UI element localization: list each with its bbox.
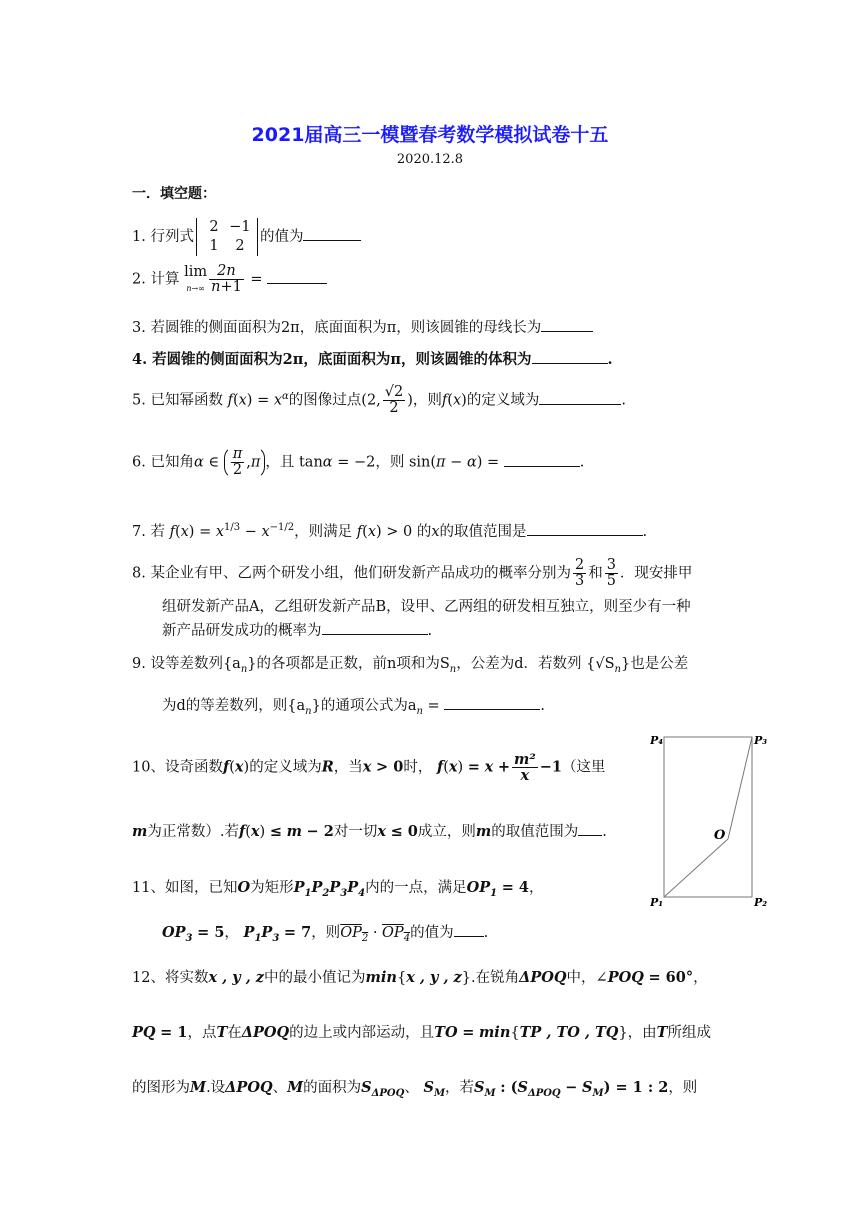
rectangle-outline (664, 737, 752, 897)
answer-blank (532, 349, 608, 364)
segment-o-p3 (728, 737, 752, 839)
determinant: 2 −1 1 2 (196, 218, 258, 256)
label-p4: P₄ (650, 734, 664, 747)
answer-blank (578, 821, 602, 836)
page-title: 2021届高三一模暨春考数学模拟试卷十五 (251, 124, 609, 146)
question-11-line-2: $OP_3 = 5$， $P_1P_3 = 7$，则$OP_2 \cdot OP_4$的值为 . (162, 924, 489, 944)
label-p1: P₁ (650, 896, 664, 909)
question-12-line-2: PQ = 1，点T在ΔPOQ的边上或内部运动，且TO = min{TP , TO , TQ}，由T所组成 (132, 1024, 711, 1041)
rectangle-figure (650, 728, 780, 910)
answer-blank (504, 452, 580, 467)
question-8-line-3: 新产品研发成功的概率为 . (162, 619, 432, 640)
answer-blank (303, 226, 361, 241)
answer-blank (541, 317, 593, 332)
question-12-line-3: 的图形为M.设ΔPOQ、M的面积为$S_{\Delta POQ}$、 $S_M$，若$S_M$ : $(S_{\Delta POQ} - S_M) = 1$ : 2，则 (132, 1079, 698, 1099)
question-9: 9. 设等差数列$\{a_n\}$的各项都是正数，前n项和为$S_n$，公差为d．若数列 $\{√S_n\}$也是公差 (132, 656, 689, 675)
label-p2: P₂ (754, 896, 768, 909)
question-1: 1. 行列式2 −1 1 2的值为 (132, 218, 361, 256)
question-4: 4. 若圆锥的侧面面积为2π，底面面积为π，则该圆锥的体积为 . (132, 351, 613, 368)
exam-date: 2020.12.8 (396, 152, 464, 167)
question-7: 7. 若 $f(x) = x^{1/3} - x^{-1/2}$，则满足 f(x) > 0 的x的取值范围是 . (132, 522, 648, 540)
question-8-line-2: 组研发新产品A，乙组研发新产品B，设甲、乙两组的研发相互独立，则至少有一种 (162, 599, 691, 615)
question-6: 6. 已知角α ∈ $\frac{\pi}{2}$ ,π ，且 tanα = −2，则 sin(π − α) = . (132, 446, 585, 479)
answer-blank (454, 922, 484, 937)
label-o: O (714, 828, 726, 843)
question-3: 3. 若圆锥的侧面面积为2π，底面面积为π，则该圆锥的母线长为 (132, 316, 593, 337)
question-10-line-2: m为正常数）.若f(x) ≤ m − 2对一切x ≤ 0成立，则m的取值范围为 . (132, 823, 607, 840)
answer-blank (322, 620, 428, 635)
answer-blank (527, 521, 643, 536)
question-10: 10、设奇函数f(x)的定义域为R，当x > 0时， f(x) = x + $\frac{\text{m²}}{x}$ −1（这里 (132, 751, 606, 785)
section-heading: 一．填空题： (132, 186, 216, 202)
answer-blank (539, 390, 621, 405)
segment-p1-o (664, 839, 728, 897)
question-9-line-2: 为d的等差数列，则$\{a_n\}$的通项公式为$a_n$ = . (162, 694, 545, 717)
question-5: 5. 已知幂函数 $f(x) = x^\alpha$的图像过点(2, $\frac{√2}{2}$ )，则f(x)的定义域为 . (132, 384, 626, 417)
question-2: 2. 计算 lim n→∞ $\frac{2n}{n+1}$ = (132, 264, 327, 295)
question-11: 11、如图，已知O为矩形$P_1P_2P_3P_4$内的一点，满足$OP_1 = 4$， (132, 879, 544, 899)
question-8: 8. 某企业有甲、乙两个研发小组，他们研发新产品成功的概率分别为 $\frac{2}{3}$ 和 $\frac{3}{5}$ ．现安排甲 (132, 557, 693, 590)
answer-blank (444, 695, 540, 710)
label-p3: P₃ (754, 734, 768, 747)
question-12: 12、将实数x , y , z中的最小值记为min{x , y , z}.在锐角ΔPOQ中，∠POQ = 60°， (132, 969, 708, 986)
answer-blank (267, 269, 327, 284)
